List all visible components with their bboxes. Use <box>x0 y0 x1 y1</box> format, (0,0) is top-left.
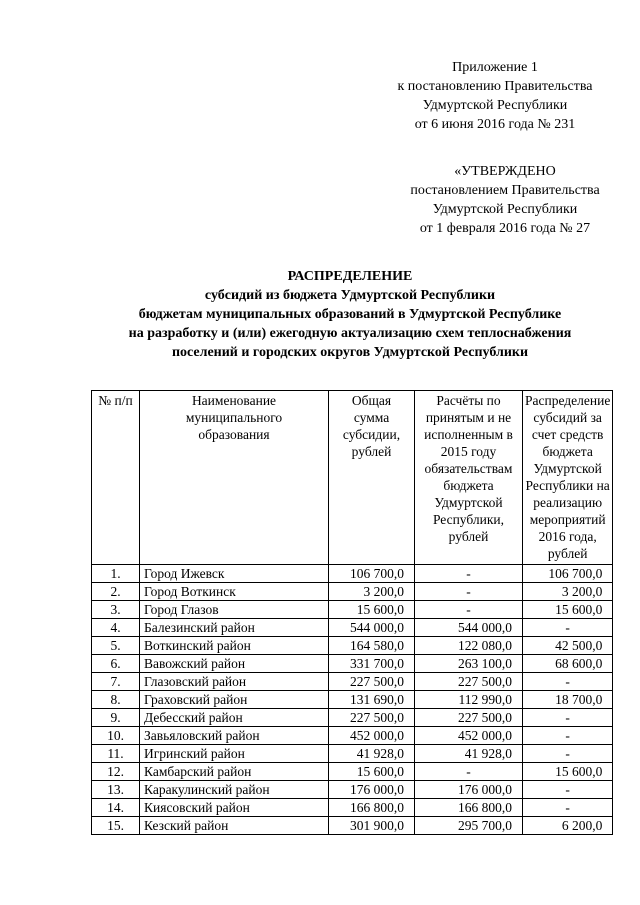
table-row <box>92 637 613 655</box>
settlements-amount-cell: 41 928,0 <box>415 745 523 763</box>
total-amount-cell: 544 000,0 <box>329 619 415 637</box>
table-row <box>92 745 613 763</box>
municipality-name-cell: Игринский район <box>140 745 329 763</box>
table-row <box>92 817 613 835</box>
header-distribution: Распределение субсидий за счет средств бюджета Удмуртской Республики на реализацию мероприятий 2016 года, рублей <box>523 391 613 565</box>
municipality-name-cell: Город Воткинск <box>140 583 329 601</box>
municipality-name-cell: Завьяловский район <box>140 727 329 745</box>
municipality-name-cell: Город Глазов <box>140 601 329 619</box>
distribution-amount-cell: 15 600,0 <box>523 763 613 781</box>
settlements-amount-cell: - <box>415 763 523 781</box>
total-amount-cell: 15 600,0 <box>329 601 415 619</box>
distribution-amount-cell: 68 600,0 <box>523 655 613 673</box>
table-row <box>92 601 613 619</box>
municipality-name-cell: Киясовский район <box>140 799 329 817</box>
municipality-name-cell: Город Ижевск <box>140 565 329 583</box>
row-number-cell: 6. <box>92 655 140 673</box>
total-amount-cell: 106 700,0 <box>329 565 415 583</box>
row-number-cell: 13. <box>92 781 140 799</box>
table-row <box>92 763 613 781</box>
total-amount-cell: 227 500,0 <box>329 673 415 691</box>
header-num: № п/п <box>92 391 140 565</box>
row-number-cell: 9. <box>92 709 140 727</box>
distribution-amount-cell: 42 500,0 <box>523 637 613 655</box>
annex-block <box>360 58 630 134</box>
distribution-amount-cell: - <box>523 781 613 799</box>
total-amount-cell: 3 200,0 <box>329 583 415 601</box>
row-number-cell: 12. <box>92 763 140 781</box>
row-number-cell: 7. <box>92 673 140 691</box>
table-row <box>92 565 613 583</box>
row-number-cell: 10. <box>92 727 140 745</box>
distribution-amount-cell: 3 200,0 <box>523 583 613 601</box>
distribution-amount-cell: 18 700,0 <box>523 691 613 709</box>
table-row <box>92 709 613 727</box>
settlements-amount-cell: 295 700,0 <box>415 817 523 835</box>
municipality-name-cell: Вавожский район <box>140 655 329 673</box>
total-amount-cell: 166 800,0 <box>329 799 415 817</box>
municipality-name-cell: Дебесский район <box>140 709 329 727</box>
settlements-amount-cell: 166 800,0 <box>415 799 523 817</box>
document-subtitle-line: бюджетам муниципальных образований в Удмуртской Республике <box>138 307 562 322</box>
approved-line: постановлением Правительства <box>410 183 600 198</box>
distribution-amount-cell: - <box>523 799 613 817</box>
annex-line: к постановлению Правительства <box>397 79 593 94</box>
subsidy-table <box>91 390 613 835</box>
table-row <box>92 583 613 601</box>
settlements-amount-cell: 544 000,0 <box>415 619 523 637</box>
distribution-amount-cell: - <box>523 673 613 691</box>
annex-title: Приложение 1 <box>452 60 538 75</box>
table-row <box>92 673 613 691</box>
table-row <box>92 727 613 745</box>
table-row <box>92 655 613 673</box>
settlements-amount-cell: - <box>415 565 523 583</box>
row-number-cell: 5. <box>92 637 140 655</box>
total-amount-cell: 176 000,0 <box>329 781 415 799</box>
document-heading <box>60 267 640 362</box>
row-number-cell: 1. <box>92 565 140 583</box>
settlements-amount-cell: 263 100,0 <box>415 655 523 673</box>
municipality-name-cell: Камбарский район <box>140 763 329 781</box>
settlements-amount-cell: 227 500,0 <box>415 709 523 727</box>
total-amount-cell: 131 690,0 <box>329 691 415 709</box>
settlements-amount-cell: 176 000,0 <box>415 781 523 799</box>
annex-line: Удмуртской Республики <box>422 98 568 113</box>
distribution-amount-cell: 15 600,0 <box>523 601 613 619</box>
municipality-name-cell: Глазовский район <box>140 673 329 691</box>
document-title: РАСПРЕДЕЛЕНИЕ <box>287 269 413 284</box>
row-number-cell: 3. <box>92 601 140 619</box>
total-amount-cell: 41 928,0 <box>329 745 415 763</box>
document-subtitle-line: на разработку и (или) ежегодную актуализацию схем теплоснабжения <box>128 326 572 341</box>
total-amount-cell: 331 700,0 <box>329 655 415 673</box>
row-number-cell: 15. <box>92 817 140 835</box>
table-row <box>92 781 613 799</box>
settlements-amount-cell: - <box>415 583 523 601</box>
row-number-cell: 2. <box>92 583 140 601</box>
settlements-amount-cell: 227 500,0 <box>415 673 523 691</box>
municipality-name-cell: Каракулинский район <box>140 781 329 799</box>
annex-date: от 6 июня 2016 года № 231 <box>414 117 576 132</box>
distribution-amount-cell: - <box>523 709 613 727</box>
municipality-name-cell: Граховский район <box>140 691 329 709</box>
table-row <box>92 691 613 709</box>
approved-title: «УТВЕРЖДЕНО <box>454 164 556 179</box>
distribution-amount-cell: 6 200,0 <box>523 817 613 835</box>
settlements-amount-cell: 122 080,0 <box>415 637 523 655</box>
approved-date: от 1 февраля 2016 года № 27 <box>419 221 591 236</box>
table-row <box>92 799 613 817</box>
header-name: Наименование муниципального образования <box>140 391 329 565</box>
table-header-row <box>92 391 613 565</box>
approved-block <box>375 162 635 238</box>
total-amount-cell: 227 500,0 <box>329 709 415 727</box>
total-amount-cell: 164 580,0 <box>329 637 415 655</box>
document-subtitle-line: субсидий из бюджета Удмуртской Республики <box>204 288 496 303</box>
header-settlements: Расчёты по принятым и не исполненным в 2015 году обязательствам бюджета Удмуртской Республики, рублей <box>415 391 523 565</box>
distribution-amount-cell: 106 700,0 <box>523 565 613 583</box>
settlements-amount-cell: - <box>415 601 523 619</box>
municipality-name-cell: Воткинский район <box>140 637 329 655</box>
header-total: Общая сумма субсидии, рублей <box>329 391 415 565</box>
total-amount-cell: 452 000,0 <box>329 727 415 745</box>
document-subtitle-line: поселений и городских округов Удмуртской Республики <box>171 345 529 360</box>
distribution-amount-cell: - <box>523 619 613 637</box>
row-number-cell: 8. <box>92 691 140 709</box>
settlements-amount-cell: 112 990,0 <box>415 691 523 709</box>
approved-line: Удмуртской Республики <box>432 202 578 217</box>
row-number-cell: 11. <box>92 745 140 763</box>
municipality-name-cell: Балезинский район <box>140 619 329 637</box>
table-row <box>92 619 613 637</box>
distribution-amount-cell: - <box>523 727 613 745</box>
distribution-amount-cell: - <box>523 745 613 763</box>
municipality-name-cell: Кезский район <box>140 817 329 835</box>
row-number-cell: 14. <box>92 799 140 817</box>
total-amount-cell: 15 600,0 <box>329 763 415 781</box>
total-amount-cell: 301 900,0 <box>329 817 415 835</box>
row-number-cell: 4. <box>92 619 140 637</box>
settlements-amount-cell: 452 000,0 <box>415 727 523 745</box>
